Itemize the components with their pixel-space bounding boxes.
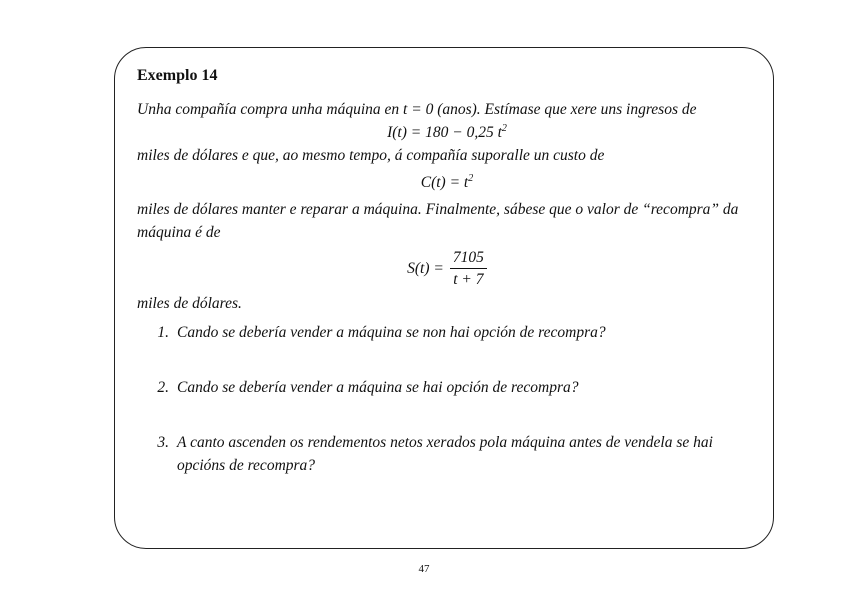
equation-resale xyxy=(137,244,757,292)
page-number: 47 xyxy=(418,563,430,575)
question-item xyxy=(137,431,757,477)
question-item xyxy=(137,376,757,399)
intro-text: Unha compañía compra unha máquina en t = 0 (anos). Estímase que xere uns ingresos de xyxy=(137,101,697,118)
cost-text: miles de dólares e que, ao mesmo tempo, á compañía suporalle un custo de xyxy=(137,147,605,164)
equation-income xyxy=(137,121,757,144)
example-content xyxy=(137,64,757,477)
question-text: Cando se debería vender a máquina se non hai opción de recompra? xyxy=(177,324,606,341)
question-text: Cando se debería vender a máquina se hai opción de recompra? xyxy=(177,379,579,396)
example-title: Exemplo 14 xyxy=(137,67,218,84)
question-text: A canto ascenden os rendementos netos xerados pola máquina antes de vendela se hai opcións de recompra? xyxy=(177,434,713,474)
units-text: miles de dólares. xyxy=(137,295,242,312)
question-list xyxy=(137,321,757,477)
equation-cost xyxy=(137,171,757,194)
equation-cost-exponent: 2 xyxy=(468,173,474,184)
resale-text: miles de dólares manter e reparar a máquina. Finalmente, sábese que o valor de “recompra” da máquina é de xyxy=(137,201,739,241)
equation-income-body: I(t) = 180 − 0,25 t xyxy=(387,124,502,141)
equation-cost-body: C(t) = t xyxy=(420,174,469,191)
fraction-denominator: t + 7 xyxy=(453,270,484,288)
equation-income-exponent: 2 xyxy=(501,123,507,134)
question-item xyxy=(137,321,757,344)
equation-resale-lhs: S(t) = xyxy=(407,259,444,277)
question-number: 3. xyxy=(157,434,169,451)
fraction-numerator: 7105 xyxy=(450,248,487,269)
equation-resale-fraction xyxy=(450,248,487,289)
question-number: 2. xyxy=(157,379,169,396)
question-number: 1. xyxy=(157,324,169,341)
